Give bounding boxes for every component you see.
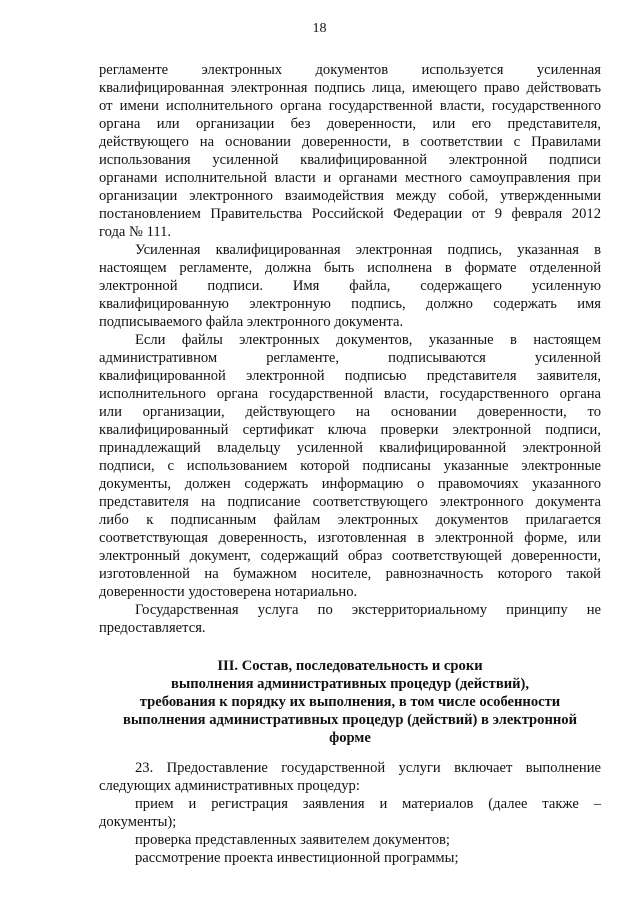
text-line: электронной подписи. Имя файла, содержащего усиленную bbox=[99, 278, 601, 294]
text-line: представителя на подписание соответствующего электронного документа bbox=[99, 494, 601, 510]
text-line: подписи, с использованием которой подписаны указанные электронные bbox=[99, 458, 601, 474]
text-line: предоставляется. bbox=[99, 620, 206, 636]
text-line: исполнительного органа государственной власти, государственного органа bbox=[99, 386, 601, 402]
text-line: документы, должен содержать информацию о правомочиях указанного bbox=[99, 476, 601, 492]
text-line: изготовленной на бумажном носителе, равнозначность которого такой bbox=[99, 566, 601, 582]
text-line: действующего на основании доверенности, в соответствии с Правилами bbox=[99, 134, 601, 150]
text-line: организации электронного взаимодействия между собой, утвержденными bbox=[99, 188, 601, 204]
paragraph-first-line: Если файлы электронных документов, указанные в настоящем bbox=[135, 332, 601, 348]
paragraph-first-line: Государственная услуга по экстерриториальному принципу не bbox=[135, 602, 601, 618]
section-heading-line: III. Состав, последовательность и сроки bbox=[217, 658, 483, 674]
list-item: прием и регистрация заявления и материалов (далее также – bbox=[135, 796, 601, 812]
text-line: квалифицированный сертификат ключа проверки электронной подписи, bbox=[99, 422, 601, 438]
text-line: квалифицированной электронной подписью представителя заявителя, bbox=[99, 368, 601, 384]
text-line: следующих административных процедур: bbox=[99, 778, 360, 794]
text-line: принадлежащий владельцу усиленной квалифицированной электронной bbox=[99, 440, 601, 456]
text-line: электронный документ, содержащий образ соответствующей доверенности, bbox=[99, 548, 601, 564]
text-line: подписываемого файла электронного документа. bbox=[99, 314, 404, 330]
section-heading-line: выполнения административных процедур (действий) в электронной bbox=[122, 712, 577, 728]
text-line: либо к подписанным файлам электронных документов прилагается bbox=[99, 512, 601, 528]
text-line: документы); bbox=[99, 814, 177, 830]
text-line: от имени исполнительного органа государственной власти, государственного bbox=[99, 98, 601, 114]
text-line: настоящем регламенте, должна быть исполнена в формате отделенной bbox=[99, 260, 601, 276]
text-line: использования усиленной квалифицированной электронной подписи bbox=[99, 152, 601, 168]
text-line: органами исполнительной власти и органами местного самоуправления при bbox=[99, 170, 601, 186]
paragraph-first-line: Усиленная квалифицированная электронная подпись, указанная в bbox=[135, 242, 601, 258]
text-line: регламенте электронных документов используется усиленная bbox=[99, 62, 601, 78]
text-line: административном регламенте, подписываются усиленной bbox=[99, 350, 601, 366]
text-line: года № 111. bbox=[99, 224, 172, 240]
list-item: рассмотрение проекта инвестиционной программы; bbox=[135, 850, 459, 866]
text-line: квалифицированная электронная подпись лица, имеющего право действовать bbox=[99, 80, 601, 96]
page-number: 18 bbox=[312, 21, 327, 36]
section-heading-line: требования к порядку их выполнения, в том числе особенности bbox=[139, 694, 561, 710]
text-line: органа или организации без доверенности, или его представителя, bbox=[99, 116, 601, 132]
text-line: постановлением Правительства Российской Федерации от 9 февраля 2012 bbox=[99, 206, 601, 222]
section-heading-line: форме bbox=[329, 730, 371, 746]
list-item: проверка представленных заявителем документов; bbox=[135, 832, 450, 848]
section-heading-line: выполнения административных процедур (действий), bbox=[170, 676, 530, 692]
text-line: квалифицированную электронную подпись, должно содержать имя bbox=[99, 296, 601, 312]
text-line: или организации, действующего на основании доверенности, то bbox=[99, 404, 601, 420]
text-line: соответствующая доверенность, изготовленная в электронной форме, или bbox=[99, 530, 601, 546]
item-23-first-line: 23. Предоставление государственной услуги включает выполнение bbox=[135, 760, 601, 776]
text-line: доверенности удостоверена нотариально. bbox=[99, 584, 358, 600]
